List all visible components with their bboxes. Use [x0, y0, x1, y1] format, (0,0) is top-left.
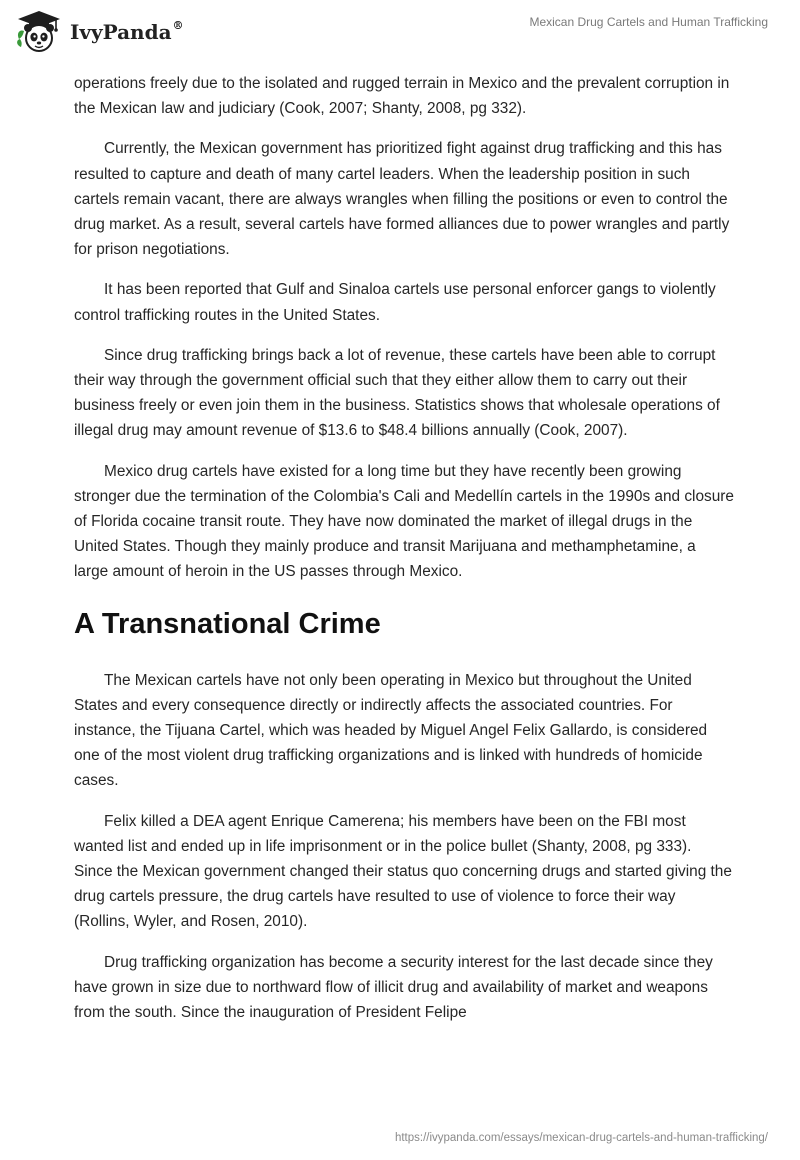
logo-wordmark	[70, 20, 184, 44]
paragraph-6: The Mexican cartels have not only been operating in Mexico but throughout the United States and every consequence directly or indirectly affects the associated countries. For instance, the Tijuana Cartel, which was headed by Miguel Angel Felix Gallardo, is considered one of the most violent drug trafficking organizations and is linked with hundreds of homicide cases.	[74, 671, 708, 790]
panda-logo-icon	[14, 9, 64, 55]
paragraph-8: Drug trafficking organization has become a security interest for the last decade since they have grown in size due to northward flow of illicit drug and availability of market and weapons from the south. Since the inauguration of President Felipe	[74, 953, 713, 1022]
document-title: Mexican Drug Cartels and Human Trafficking	[529, 15, 768, 29]
paragraph-5: Mexico drug cartels have existed for a long time but they have recently been growing stronger due the termination of the Colombia's Cali and Medellín cartels in the 1990s and closure of Florida cocaine transit route. They have now dominated the market of illegal drugs in the United States. Though they mainly produce and transit Marijuana and methamphetamine, a large amount of heroin in the US passes through Mexico.	[74, 462, 734, 581]
logo-text: IvyPanda	[70, 20, 172, 44]
page-header	[0, 0, 800, 62]
paragraph-4: Since drug trafficking brings back a lot of revenue, these cartels have been able to corrupt their way through the government official such that they either allow them to carry out their business freely or even join them in the business. Statistics shows that wholesale operations of illegal drug may amount revenue of $13.6 to $48.4 billions annually (Cook, 2007).	[74, 346, 720, 440]
paragraph-7: Felix killed a DEA agent Enrique Camerena; his members have been on the FBI most wanted list and ended up in life imprisonment or in the police bullet (Shanty, 2008, pg 333). Since the Mexican government changed their status quo concerning drugs and started giving the drug cartels pressure, the drug cartels have resulted to use of violence to force their way (Rollins, Wyler, and Rosen, 2010).	[74, 812, 732, 931]
paragraph-3: It has been reported that Gulf and Sinaloa cartels use personal enforcer gangs to violently control trafficking routes in the United States.	[74, 281, 716, 324]
source-url[interactable]: https://ivypanda.com/essays/mexican-drug-cartels-and-human-trafficking/	[394, 1132, 768, 1144]
paragraph-2: Currently, the Mexican government has prioritized fight against drug trafficking and this has resulted to capture and death of many cartel leaders. When the leadership position in such cartels remain vacant, there are always wrangles when filling the positions or even to control the drug market. As a result, several cartels have formed alliances due to power wrangles and partly for prison negotiations.	[74, 140, 730, 259]
section-heading: A Transnational Crime	[74, 607, 381, 640]
paragraph-1: operations freely due to the isolated and rugged terrain in Mexico and the prevalent corruption in the Mexican law and judiciary (Cook, 2007; Shanty, 2008, pg 332).	[74, 75, 730, 118]
registered-mark: ®	[172, 19, 184, 33]
essay-body	[74, 71, 734, 1040]
ivypanda-logo[interactable]	[14, 6, 184, 58]
